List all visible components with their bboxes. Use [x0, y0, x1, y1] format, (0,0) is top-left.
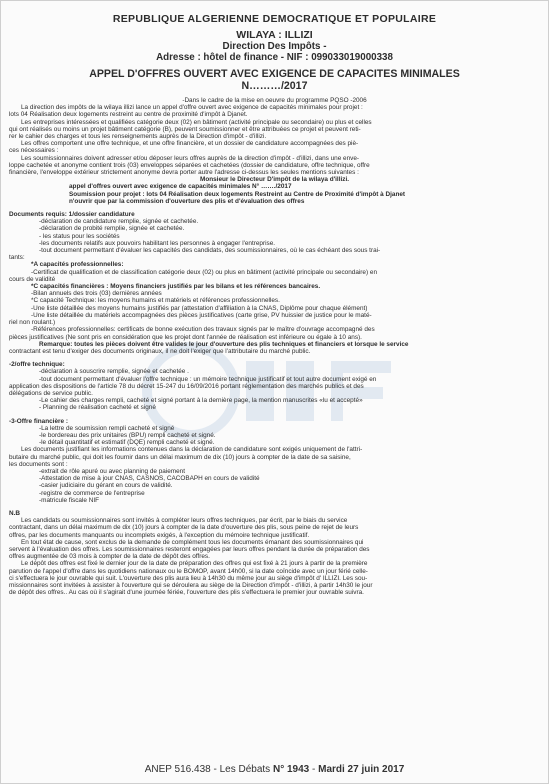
list-item: -Une liste détaillée des moyens humains justifiés par (attestation d'affiliation à la CNAS, Diplôme pour chaque élément) [31, 304, 368, 312]
text-line: parution de l'appel d'offre dans les quotidiens nationaux ou le BOMOP, avant 14h00, si la date coïncide avec un jour férié celle- [9, 567, 368, 575]
list-item: -extrait de rôle apuré ou avec planning de paiement [39, 467, 186, 475]
text-line: offres augmentée de 03 mois à compter de la date de dépôt des offres. [9, 553, 210, 561]
nb-title: N.B [9, 509, 21, 517]
footer-separator: - [309, 764, 319, 775]
appel-title: APPEL D'OFFRES OUVERT AVEC EXIGENCE DE CAPACITES MINIMALES [89, 68, 460, 80]
cadre-line: -Dans le cadre de la mise en oeuvre du programme PQSO -2006 [182, 97, 367, 104]
text-line: -Certificat de qualification et de classification catégorie deux (02) ou plus en bâtiment (activité principale ou secondaire) en [31, 268, 377, 276]
anep-reference: ANEP 516.438 [144, 764, 211, 775]
text-line: Les soumissionnaires doivent adresser et/ou déposer leurs offres auprès de la direction d'impôt - d'illizi, dans une enve- [21, 154, 360, 162]
text-line: lots 04 Réalisation deux logements restreint au centre de proximité d'impôt à Djanet. [9, 111, 248, 119]
remarque-line: Remarque: toutes les pièces doivent être valides le jour d'ouverture des plis techniques et financiers et lorsque le service [39, 340, 409, 348]
text-line: Les entreprises intéressées et qualifiées catégorie deux (02) en bâtiment (activité principale ou secondaire) ou plus et celles [21, 118, 372, 126]
text-line: Les candidats ou soumissionnaires sont invités à compléter leurs offres techniques, par écrit, par le biais du service [21, 517, 348, 525]
mention-no-open: n'ouvrir que par la commission d'ouverture des plis et d'évaluation des offres [69, 197, 305, 205]
mention-director: Monsieur le Directeur D'impôt de la wilaya d'illizi. [200, 176, 349, 184]
capacites-financieres-title: *C capacités financières : Moyens financiers justifiés par les bilans et les références bancaires. [31, 283, 321, 291]
text-line: contractant est tenu d'exiger des documents originaux, il ne doit l'exiger que l'attributaire du marché public. [9, 347, 311, 355]
list-item: -Bilan annuels des trois (03) dernières années [31, 290, 162, 298]
list-item: -tout document permettant d'évaluer les capacités des candidats, des soumissionnaires, où le cas échéant des sous trai- [39, 247, 381, 255]
text-line: Les offres comportent une offre technique, et une offre financière, et un dossier de candidature accompagnées des piè- [21, 140, 359, 148]
newspaper-name: Les Débats [219, 764, 271, 775]
text-line: riel non roulant.) [9, 319, 56, 327]
intro-paragraph-4 [9, 155, 540, 177]
issue-number: N° 1943 [272, 764, 310, 775]
list-item: -Attestation de mise à jour CNAS, CASNOS, CACOBAPH en cours de validité [39, 475, 260, 483]
direction-heading: Direction Des Impôts - [222, 41, 327, 52]
text-line: butaire du marché public, qui doit les fournir dans un délai maximum de dix (10) jours à compter de la date de sa saisine, [9, 453, 351, 461]
text-line: contractant, dans un délai maximum de dix (10) jours à compter de la date d'ouverture des plis, sous peine de rejet de leurs [9, 524, 359, 532]
offre-financiere-title: -3-Offre financière : [9, 417, 68, 425]
text-line: missionnaires sont invitées à assister à l'ouverture qui se déroulera au siège de la Direction d'impôt - d'illizi, à partir 14h30 le jour [9, 582, 373, 589]
text-line: La direction des impôts de la wilaya illizi lance un appel d'offre ouvert avec exigence de capacités minimales pour projet : [21, 104, 363, 112]
text-line: Les documents justifiant les informations contenues dans la déclaration de candidature sont exigés uniquement de l'attri- [21, 446, 363, 454]
text-line: ci s'effectuera le jour ouvrable qui suit. L'ouverture des plis aura lieu à 14h30 du même jour au siège d'impôt d' ILLIZI. Les sou- [9, 574, 368, 582]
list-item: *C capacité Technique: les moyens humains et matériels et références professionnelles. [31, 297, 280, 305]
text-line: les documents sont : [9, 460, 68, 468]
address-heading: Adresse : hôtel de finance - NIF : 099033019000338 [156, 52, 393, 63]
list-item: -déclaration de candidature remplie, signée et cachetée. [39, 218, 199, 226]
list-item: -casier judiciaire du gérant en cours de validité. [39, 482, 173, 490]
text-line: offres, par les documents manquants ou incomplets exigés, à l'exception du mémoire technique justificatif. [9, 531, 310, 539]
text-line: rer le cahier des charges et tous les renseignements auprès de la Direction d'impôt - d'illizi. [9, 133, 267, 141]
capacites-professionnelles-title: *A capacités professionnelles: [31, 261, 124, 269]
text-line: délégations de service public. [9, 389, 93, 397]
mention-project: Soumission pour projet : lots 04 Réalisation deux logements Restreint au Centre de Proximité d'impôt à Djanet [69, 190, 406, 198]
text-line: En tout état de cause, sont exclus de la demande de complément tous les documents émanant des soumissionnaires qui [21, 538, 364, 546]
text-line: pièces justificatives (Ne sont pris en considération que les projet dont l'année de réalisation est inférieure ou égale à 10 ans). [9, 333, 362, 341]
list-item: -Le cahier des charges rempli, cacheté et signé portant à la dernière page, la mention manuscrites «lu et accepté» [39, 397, 363, 405]
appel-number: N………/2017 [241, 80, 308, 92]
footer-separator: - [210, 764, 220, 775]
text-line: servent à l'évaluation des offres. Les soumissionnaires resteront engagées par leurs offres pendant la durée de préparation des [9, 545, 370, 553]
list-item: -les documents relatifs aux pouvoirs habilitant les personnes à engager l'entreprise. [39, 239, 276, 247]
text-line: Le dépôt des offres est fixé le dernier jour de la date de préparation des offres qui est fixé à 21 jours à partir de la première [21, 560, 368, 568]
text-line: financière, l'enveloppe extérieur strictement anonyme devra porter autre l'adresse ci-dessus les seules mentions suivantes : [9, 169, 359, 177]
list-item: -déclaration à souscrire remplie, signée et cachetée . [39, 368, 189, 376]
page-footer [1, 764, 548, 776]
list-item: - Planning de réalisation cacheté et signé [39, 404, 156, 412]
text-line: de dépôt des offres.. Au cas où il s'agirait d'une journée fériée, l'ouverture des plis s'effectuera le premier jour ouvrable suivra. [9, 589, 364, 597]
intro-paragraph-2 [9, 119, 540, 141]
intro-paragraph-1 [9, 104, 540, 118]
list-item: -tout document permettant d'évaluer l'offre technique : un mémoire technique justificatif et tout autre document exigé en [39, 375, 377, 383]
list-item: - les status pour les sociétés [39, 232, 120, 240]
list-item: -le bordereau des prix unitaires (BPU) rempli cacheté et signé. [39, 431, 216, 439]
list-item: -registre de commerce de l'entreprise [39, 489, 145, 497]
text-line: ces nécessaires : [9, 147, 59, 155]
wilaya-heading: WILAYA : ILLIZI [236, 29, 313, 41]
text-line: application des dispositions de l'article 78 du décret 15-247 du 16/09/2016 portant réglementation des marchés publics et des [9, 382, 364, 390]
text-line: tants: [9, 254, 25, 262]
text-line: cours de validité [9, 275, 56, 283]
mention-appel: appel d'offres ouvert avec exigence de capacités minimales N° ……./2017 [69, 183, 292, 191]
list-item: -le détail quantitatif et estimatif (DQE) rempli cacheté et signé. [39, 439, 215, 447]
intro-paragraph-3 [9, 140, 540, 154]
announcement [9, 13, 540, 783]
list-item: -La lettre de soumission rempli cacheté et signé [39, 424, 175, 432]
republic-heading: REPUBLIQUE ALGERIENNE DEMOCRATIQUE ET POPULAIRE [112, 13, 437, 25]
list-item: -matricule fiscale NIF [39, 496, 100, 504]
text-line: qui ont réalisés ou moins un projet bâtiment catégorie (B), peuvent soumissionner et être attribuées ce projet et peuvent reti- [9, 125, 361, 133]
offre-technique-title: -2/offre technique: [9, 361, 65, 369]
list-item: -Une liste détaillée du matériels accompagnées des pièces justificatives (carte grise, PV huissier de justice pour le maté- [31, 311, 372, 319]
documents-list [9, 218, 540, 261]
documents-title: Documents requis: 1/dossier candidature [9, 211, 135, 219]
issue-date: Mardi 27 juin 2017 [318, 764, 405, 775]
list-item: -déclaration de probité remplie, signée et cachetée. [39, 225, 185, 233]
text-line: -Références professionnelles: certificats de bonne exécution des travaux signés par le maître d'ouvrage accompagné des [31, 326, 375, 334]
text-line: loppe cachetée et anonyme contient trois (03) enveloppes séparées et cachetées (dossier de candidature, offre technique, offre [9, 161, 370, 169]
